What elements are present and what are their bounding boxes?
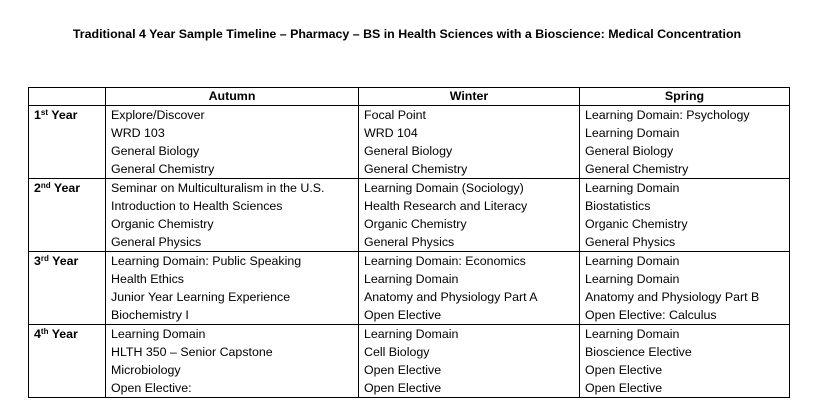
course: Learning Domain (585, 181, 680, 195)
course: Open Elective: (111, 381, 192, 395)
course: Learning Domain (585, 254, 680, 268)
course: WRD 103 (111, 126, 165, 140)
course: Microbiology (111, 363, 181, 377)
course: General Physics (585, 235, 676, 249)
winter-cell-2 (359, 179, 580, 252)
course: Focal Point (364, 108, 426, 122)
course: Anatomy and Physiology Part A (364, 290, 538, 304)
course: Learning Domain: Economics (364, 254, 526, 268)
course: HLTH 350 – Senior Capstone (111, 345, 273, 359)
course: Open Elective (364, 381, 442, 395)
winter-cell-1 (359, 106, 580, 179)
year-suffix: rd (40, 254, 49, 263)
year-word: Year (52, 254, 79, 268)
course: Biochemistry I (111, 308, 189, 322)
course: Learning Domain (111, 327, 206, 341)
header-corner (29, 88, 106, 106)
year-label-1 (29, 106, 106, 179)
year-num: 4 (34, 327, 41, 341)
course: Open Elective (585, 381, 663, 395)
year-num: 1 (34, 108, 41, 122)
spring-cell-3 (580, 252, 790, 325)
course: General Biology (364, 144, 453, 158)
document-title: Traditional 4 Year Sample Timeline – Pharmacy – BS in Health Sciences with a Bioscience: Medical Concentration (72, 27, 742, 41)
course: Learning Domain (585, 272, 680, 286)
course: Learning Domain (Sociology) (364, 181, 524, 195)
course: Open Elective: Calculus (585, 308, 717, 322)
year-suffix: st (40, 108, 49, 117)
course: Organic Chemistry (111, 217, 214, 231)
course: Organic Chemistry (364, 217, 467, 231)
spring-cell-1 (580, 106, 790, 179)
course: Bioscience Elective (585, 345, 692, 359)
course: Learning Domain: Psychology (585, 108, 750, 122)
course: Health Ethics (111, 272, 185, 286)
header-winter: Winter (359, 88, 580, 106)
year-label-3 (29, 252, 106, 325)
year-num: 2 (34, 181, 41, 195)
year-row-2 (29, 179, 790, 252)
course: General Chemistry (364, 162, 468, 176)
year-word: Year (53, 181, 81, 195)
year-row-4 (29, 325, 790, 398)
course: Health Research and Literacy (364, 199, 528, 213)
spring-cell-2 (580, 179, 790, 252)
autumn-cell-2 (106, 179, 359, 252)
year-row-3 (29, 252, 790, 325)
spring-cell-4 (580, 325, 790, 398)
course: Learning Domain (364, 327, 459, 341)
year-row-1 (29, 106, 790, 179)
winter-cell-3 (359, 252, 580, 325)
course: Explore/Discover (111, 108, 205, 122)
course: General Physics (364, 235, 455, 249)
course: Open Elective (585, 363, 663, 377)
autumn-cell-4 (106, 325, 359, 398)
course: General Biology (111, 144, 200, 158)
winter-cell-4 (359, 325, 580, 398)
course: Biostatistics (585, 199, 651, 213)
course: Open Elective (364, 363, 442, 377)
course: Learning Domain (585, 126, 680, 140)
course: General Biology (585, 144, 674, 158)
course: Anatomy and Physiology Part B (585, 290, 760, 304)
course: General Chemistry (111, 162, 215, 176)
course: Introduction to Health Sciences (111, 199, 283, 213)
timeline-table (28, 87, 790, 398)
header-row (29, 88, 790, 106)
course: Learning Domain (364, 272, 459, 286)
header-autumn: Autumn (106, 88, 359, 106)
course: Seminar on Multiculturalism in the U.S. (111, 181, 325, 195)
year-word: Year (51, 327, 78, 341)
course: General Chemistry (585, 162, 689, 176)
autumn-cell-3 (106, 252, 359, 325)
course: General Physics (111, 235, 202, 249)
year-suffix: th (40, 327, 49, 336)
year-num: 3 (34, 254, 41, 268)
course: Cell Biology (364, 345, 430, 359)
course: Learning Domain (585, 327, 680, 341)
header-spring: Spring (580, 88, 790, 106)
year-word: Year (51, 108, 78, 122)
course: Open Elective (364, 308, 442, 322)
course: Junior Year Learning Experience (111, 290, 291, 304)
course: WRD 104 (364, 126, 418, 140)
course: Learning Domain: Public Speaking (111, 254, 302, 268)
course: Organic Chemistry (585, 217, 688, 231)
autumn-cell-1 (106, 106, 359, 179)
year-suffix: nd (40, 181, 51, 190)
year-label-4 (29, 325, 106, 398)
year-label-2 (29, 179, 106, 252)
